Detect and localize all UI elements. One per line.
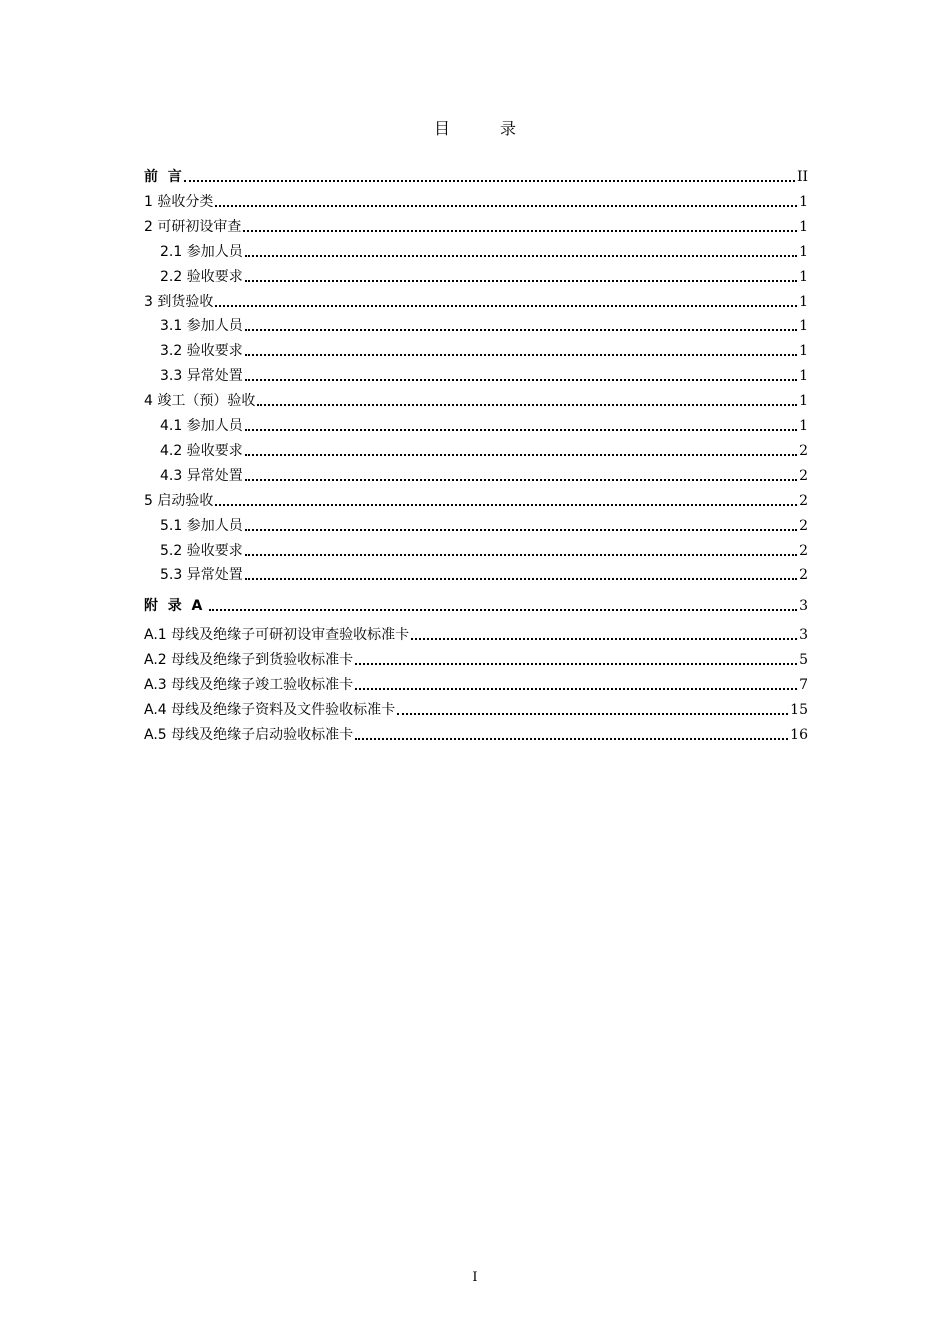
toc-entry-page: 1	[799, 393, 808, 410]
toc-entry-page: 1	[799, 218, 808, 235]
toc-entry-label: 1 验收分类	[144, 193, 214, 210]
toc-entry-label: 前 言	[144, 169, 182, 185]
toc-entry-page: 1	[799, 293, 808, 310]
toc-entry[interactable]	[144, 463, 808, 485]
toc-entry-page: 1	[799, 418, 808, 434]
toc-entry-page: 3	[799, 598, 808, 615]
toc-entry-label: 附 录 A	[144, 598, 208, 615]
toc-leader-dots	[245, 479, 797, 481]
toc-entry-page: II	[796, 169, 808, 185]
toc-entry-page: 5	[799, 651, 808, 668]
toc-entry-page: 3	[799, 626, 808, 643]
toc-leader-dots	[215, 305, 797, 307]
toc-entry-label: 4.3 异常处置	[160, 467, 243, 484]
toc-entry-label: 3.1 参加人员	[160, 318, 243, 335]
toc-entry-page: 1	[799, 243, 808, 260]
toc-entry-label: A.4 母线及绝缘子资料及文件验收标准卡	[144, 702, 396, 719]
toc-entry-page: 1	[799, 268, 808, 285]
toc-entry-label: 5.2 验收要求	[160, 542, 243, 559]
toc-leader-dots	[245, 379, 797, 381]
toc-entry-page: 2	[799, 567, 808, 584]
toc-leader-dots	[245, 354, 797, 356]
toc-entry[interactable]	[144, 214, 808, 236]
toc-entry-label: A.2 母线及绝缘子到货验收标准卡	[144, 651, 354, 668]
toc-entry[interactable]	[144, 363, 808, 385]
toc-entry[interactable]	[144, 672, 808, 694]
toc-entry-label: A.3 母线及绝缘子竣工验收标准卡	[144, 676, 354, 693]
toc-leader-dots	[215, 504, 797, 506]
toc-entry[interactable]	[144, 562, 808, 584]
toc-entry[interactable]	[144, 239, 808, 261]
toc-entry-page: 2	[799, 492, 808, 509]
toc-entry[interactable]	[144, 622, 808, 644]
toc-leader-dots	[411, 638, 797, 640]
page-number: I	[472, 1270, 478, 1285]
toc-entry[interactable]	[144, 164, 808, 186]
toc-entry-page: 2	[799, 542, 808, 559]
toc-entry[interactable]	[144, 338, 808, 360]
toc-entry[interactable]	[144, 593, 808, 615]
toc-entry[interactable]	[144, 189, 808, 211]
toc-entry[interactable]	[144, 538, 808, 560]
toc-entry-page: 1	[799, 318, 808, 335]
toc-entry[interactable]	[144, 647, 808, 669]
toc-leader-dots	[355, 663, 797, 665]
toc-leader-dots	[209, 609, 797, 611]
toc-entry[interactable]	[144, 289, 808, 311]
toc-leader-dots	[184, 180, 795, 182]
toc-entry-label: 5 启动验收	[144, 492, 214, 509]
toc-leader-dots	[245, 329, 797, 331]
toc-entry-page: 2	[799, 467, 808, 484]
toc-entry[interactable]	[144, 264, 808, 286]
toc-leader-dots	[245, 454, 797, 456]
toc-leader-dots	[245, 529, 797, 531]
toc-entry-page: 16	[790, 727, 808, 744]
toc-entry-label: 4 竣工（预）验收	[144, 393, 256, 410]
toc-entry-label: 3.3 异常处置	[160, 368, 243, 385]
toc-entry[interactable]	[144, 722, 808, 744]
toc-leader-dots	[245, 429, 797, 431]
toc-leader-dots	[355, 688, 797, 690]
toc-entry-label: 3.2 验收要求	[160, 343, 243, 360]
toc-leader-dots	[245, 554, 797, 556]
toc-entry[interactable]	[144, 488, 808, 510]
toc-entry-label: 2.2 验收要求	[160, 268, 243, 285]
toc-leader-dots	[397, 713, 788, 715]
toc-leader-dots	[245, 255, 797, 257]
toc-entry[interactable]	[144, 513, 808, 535]
toc-title-left: 目	[433, 119, 450, 138]
toc-title-right: 录	[500, 119, 517, 138]
toc-title	[0, 116, 950, 139]
toc-entry-label: 5.1 参加人员	[160, 517, 243, 534]
toc-entry[interactable]	[144, 313, 808, 335]
toc-entry-label: 4.1 参加人员	[160, 418, 243, 434]
toc-leader-dots	[243, 230, 797, 232]
toc-entry-page: 1	[799, 343, 808, 360]
toc-entry-label: A.5 母线及绝缘子启动验收标准卡	[144, 727, 354, 744]
toc-entry-page: 7	[799, 676, 808, 693]
toc-leader-dots	[245, 280, 797, 282]
toc-entry[interactable]	[144, 438, 808, 460]
toc-entry[interactable]	[144, 388, 808, 410]
toc-entry-label: 5.3 异常处置	[160, 567, 243, 584]
toc-entry-page: 1	[799, 368, 808, 385]
toc-entry-label: 4.2 验收要求	[160, 442, 243, 459]
toc-entry-page: 2	[799, 517, 808, 534]
toc-leader-dots	[257, 404, 797, 406]
toc-entry-page: 1	[799, 193, 808, 210]
toc-entry[interactable]	[144, 697, 808, 719]
toc-leader-dots	[355, 738, 788, 740]
toc-entry-page: 2	[799, 442, 808, 459]
toc-entry-label: 3 到货验收	[144, 293, 214, 310]
toc-leader-dots	[245, 578, 797, 580]
toc-entry-label: A.1 母线及绝缘子可研初设审查验收标准卡	[144, 626, 410, 643]
toc-entry-label: 2.1 参加人员	[160, 243, 243, 260]
toc-leader-dots	[215, 205, 797, 207]
toc-entry-page: 15	[790, 702, 808, 719]
toc-entry[interactable]	[144, 413, 808, 435]
toc-entry-label: 2 可研初设审查	[144, 218, 242, 235]
